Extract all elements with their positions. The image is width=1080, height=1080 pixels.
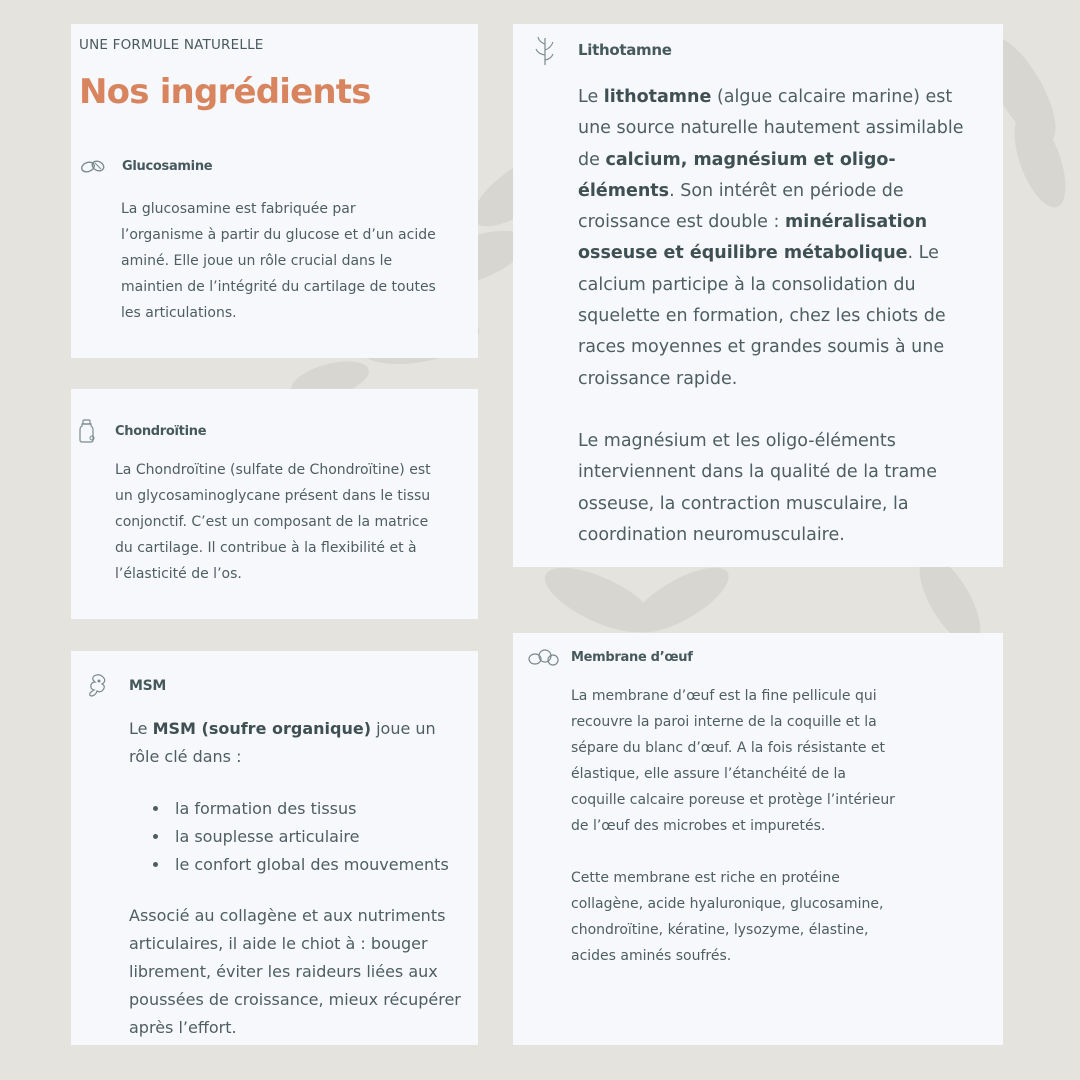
page-title: Nos ingrédients (79, 72, 371, 112)
eggs-icon (527, 647, 559, 667)
membrane-paragraph-2: Cette membrane est riche en protéine collagène, acide hyaluronique, glucosamine, chondroïtine, kératine, lysozyme, élastine, acides aminés soufrés. (571, 870, 884, 964)
membrane-card (513, 633, 1003, 1045)
glucosamine-title: Glucosamine (122, 158, 213, 174)
membrane-paragraph-1: La membrane d’œuf est la fine pellicule qui recouvre la paroi interne de la coquille et la sépare du blanc d’œuf. A la fois résistante et élastique, elle assure l’étanchéité de la coquille calcaire poreuse et protège l’intérieur de l’œuf des microbes et impuretés. (571, 688, 895, 834)
seaweed-icon (533, 34, 557, 66)
glucosamine-text: La glucosamine est fabriquée par l’organisme à partir du glucose et d’un acide aminé. Elle joue un rôle crucial dans le maintien de l’intégrité du cartilage de toutes les articulations. (121, 201, 436, 321)
list-item: la formation des tissus (129, 795, 464, 823)
msm-text (129, 715, 464, 1042)
list-item: la souplesse articulaire (129, 823, 464, 851)
sulfur-crystal-icon (88, 673, 110, 699)
msm-header (88, 673, 166, 699)
glucosamine-card (71, 24, 478, 358)
msm-title: MSM (129, 678, 167, 694)
lithotamne-text (578, 82, 968, 551)
msm-bullet-list (129, 795, 464, 879)
msm-intro: Le MSM (soufre organique) joue un rôle clé dans : (129, 719, 436, 766)
glucosamine-header (80, 158, 212, 174)
supplement-bottle-icon (78, 419, 96, 443)
membrane-title: Membrane d’œuf (571, 649, 693, 665)
msm-outro: Associé au collagène et aux nutriments articulaires, il aide le chiot à : bouger librement, éviter les raideurs liées aux poussées de croissance, mieux récupérer après l’effort. (129, 906, 461, 1037)
chondroitine-title: Chondroïtine (115, 423, 207, 439)
lithotamne-paragraph-1: Le lithotamne (algue calcaire marine) est une source naturelle hautement assimilable de calcium, magnésium et oligo-éléments. Son intérêt en période de croissance est double : minéralisation osseuse et équilibre métabolique. Le calcium participe à la consolidation du squelette en formation, chez les chiots de races moyennes et grandes soumis à une croissance rapide. (578, 87, 964, 389)
pills-icon (80, 158, 106, 174)
lithotamne-title: Lithotamne (578, 41, 672, 59)
lithotamne-header (533, 34, 672, 66)
chondroitine-text: La Chondroïtine (sulfate de Chondroïtine) est un glycosaminoglycane présent dans le tissu conjonctif. C’est un composant de la matrice du cartilage. Il contribue à la flexibilité et à l’élasticité de l’os. (115, 462, 431, 582)
chondroitine-card (71, 389, 478, 619)
membrane-header (527, 647, 693, 667)
msm-card (71, 651, 478, 1045)
eyebrow-label: UNE FORMULE NATURELLE (79, 37, 264, 53)
lithotamne-card (513, 24, 1003, 567)
membrane-text (571, 683, 901, 969)
lithotamne-paragraph-2: Le magnésium et les oligo-éléments interviennent dans la qualité de la trame osseuse, la contraction musculaire, la coordination neuromusculaire. (578, 430, 937, 545)
list-item: le confort global des mouvements (129, 851, 464, 879)
chondroitine-header (78, 419, 206, 443)
